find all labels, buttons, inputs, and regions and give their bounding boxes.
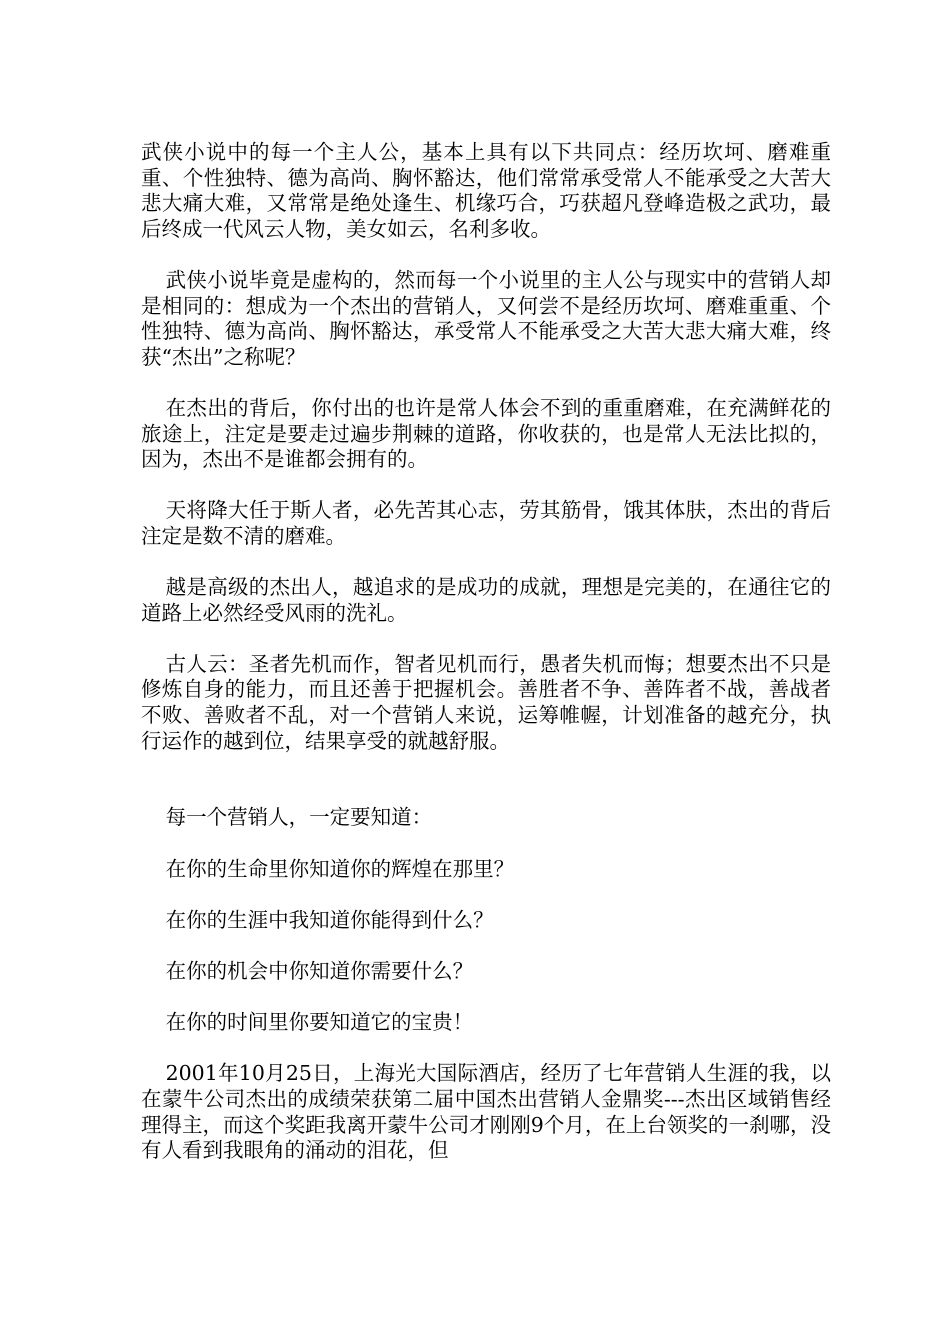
- document-body: [141, 140, 831, 1189]
- paragraph-3: 在杰出的背后，你付出的也许是常人体会不到的重重磨难，在充满鲜花的旅途上，注定是要走过遍步荆棘的道路，你收获的，也是常人无法比拟的，因为，杰出不是谁都会拥有的。: [141, 395, 831, 472]
- paragraph-6: 古人云：圣者先机而作，智者见机而行，愚者失机而悔；想要杰出不只是修炼自身的能力，而且还善于把握机会。善胜者不争、善阵者不战，善战者不败、善败者不乱，对一个营销人来说，运筹帷幄，计划准备的越充分，执行运作的越到位，结果享受的就越舒服。: [141, 651, 831, 753]
- paragraph-4: 天将降大任于斯人者，必先苦其心志，劳其筋骨，饿其体肤，杰出的背后注定是数不清的磨难。: [141, 498, 831, 548]
- paragraph-1: 武侠小说中的每一个主人公，基本上具有以下共同点：经历坎坷、磨难重重、个性独特、德为高尚、胸怀豁达，他们常常承受常人不能承受之大苦大悲大痛大难，又常常是绝处逢生、机缘巧合，巧获超凡登峰造极之武功，最后终成一代风云人物，美女如云，名利多收。: [141, 140, 831, 241]
- paragraph-2: 武侠小说毕竟是虚构的，然而每一个小说里的主人公与现实中的营销人却是相同的：想成为一个杰出的营销人，又何尝不是经历坎坷、磨难重重、个性独特、德为高尚、胸怀豁达，承受常人不能承受之大苦大悲大痛大难，终获“杰出”之称呢？: [141, 267, 831, 369]
- question-item: 在你的时间里你要知道它的宝贵！: [165, 1010, 474, 1035]
- questions-intro: 每一个营销人，一定要知道：: [165, 805, 433, 830]
- blank-line: [141, 780, 831, 806]
- question-item: 在你的生命里你知道你的辉煌在那里？: [165, 856, 515, 881]
- paragraph-5: 越是高级的杰出人，越追求的是成功的成就，理想是完美的，在通往它的道路上必然经受风雨的洗礼。: [141, 575, 831, 625]
- question-item: 在你的机会中你知道你需要什么？: [165, 959, 474, 983]
- closing-paragraph: 2001年10月25日，上海光大国际酒店，经历了七年营销人生涯的我，以在蒙牛公司杰出的成绩荣获第二届中国杰出营销人金鼎奖---杰出区域销售经理得主，而这个奖距我离开蒙牛公司才刚刚9个月，在上台领奖的一刹哪，没有人看到我眼角的涌动的泪花，但: [141, 1061, 831, 1163]
- question-item: 在你的生涯中我知道你能得到什么？: [165, 907, 494, 932]
